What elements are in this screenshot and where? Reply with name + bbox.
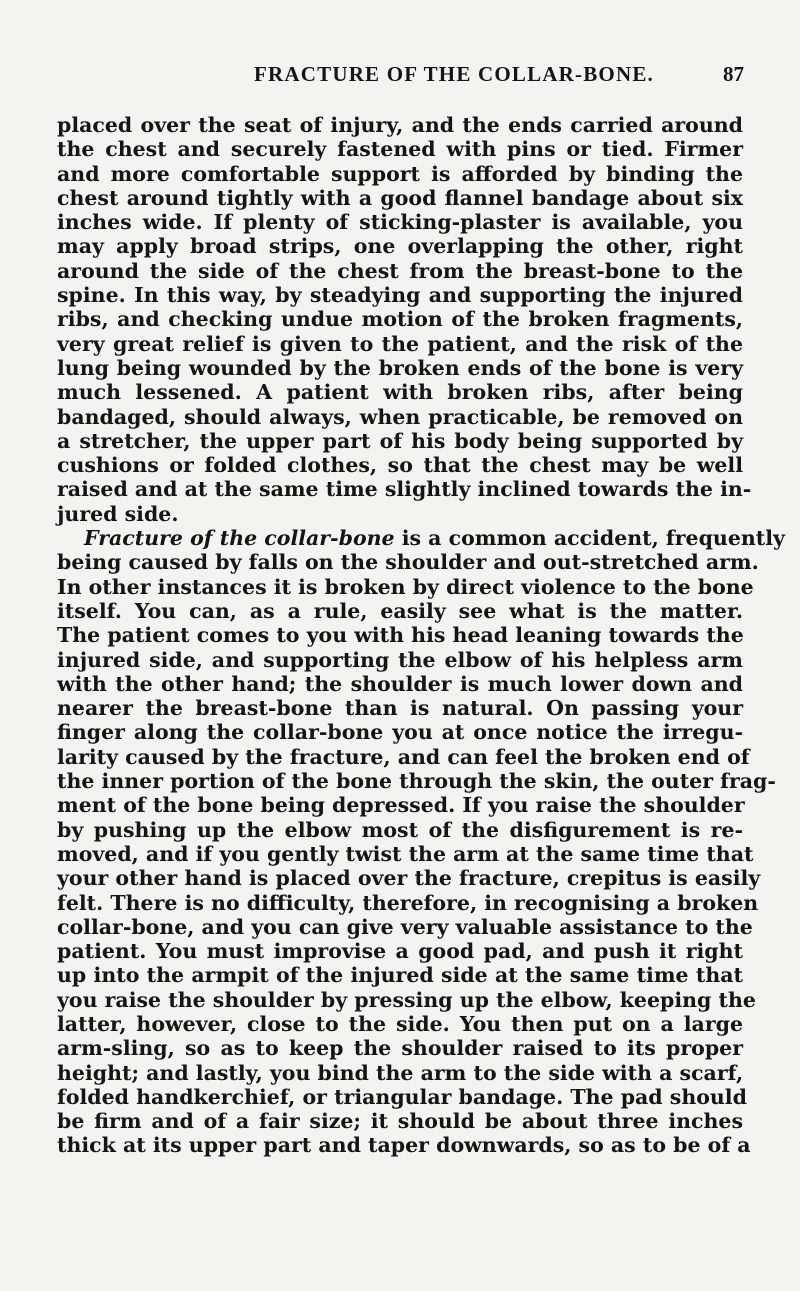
text-line: height; and lastly, you bind the arm to the side with a scarf, — [57, 1060, 744, 1085]
text-line: latter, however, close to the side. You then put on a large — [57, 1011, 743, 1036]
text-line: the inner portion of the bone through the skin, the outer frag- — [57, 769, 776, 794]
text-line: spine. In this way, by steadying and supporting the injured — [57, 283, 743, 308]
text-line: lung being wounded by the broken ends of the bone is very — [57, 355, 743, 380]
text-line: bandaged, should always, when practicable, be removed on — [57, 404, 743, 429]
text-line: up into the armpit of the injured side at the same time that — [57, 963, 743, 988]
text-line: injured side, and supporting the elbow of his helpless arm — [57, 647, 743, 672]
text-line: by pushing up the elbow most of the disfigurement is re- — [57, 817, 743, 842]
text-line: be firm and of a fair size; it should be about three inches — [57, 1109, 743, 1134]
text-run: is a common accident, frequently — [394, 526, 785, 551]
running-head — [0, 62, 800, 92]
paragraph-collar-bone-fracture — [57, 526, 785, 1158]
text-line: may apply broad strips, one overlapping the other, right — [57, 234, 743, 259]
text-line: and more comfortable support is afforded by binding the — [57, 161, 743, 186]
text-line: much lessened. A patient with broken ribs, after being — [57, 380, 743, 405]
text-line: itself. You can, as a rule, easily see what is the matter. — [57, 598, 743, 623]
text-line: a stretcher, the upper part of his body being supported by — [57, 428, 743, 453]
paragraph-ribs-bandaging — [57, 113, 752, 526]
text-line — [57, 526, 785, 551]
text-line: around the side of the chest from the breast-bone to the — [57, 258, 743, 283]
text-line: with the other hand; the shoulder is much lower down and — [57, 671, 743, 696]
text-line: raised and at the same time slightly inclined towards the in- — [57, 477, 752, 502]
text-line: moved, and if you gently twist the arm at the same time that — [57, 841, 754, 866]
text-line: inches wide. If plenty of sticking-plaster is available, you — [57, 210, 743, 235]
text-line: placed over the seat of injury, and the ends carried around — [57, 113, 743, 137]
text-line: being caused by falls on the shoulder and out-stretched arm. — [57, 550, 759, 575]
text-line: you raise the shoulder by pressing up the elbow, keeping the — [57, 987, 756, 1012]
text-line: finger along the collar-bone you at once notice the irregu- — [57, 720, 743, 745]
section-heading-italic: Fracture of the collar-bone — [84, 526, 395, 551]
text-line: ribs, and checking undue motion of the broken fragments, — [57, 307, 743, 332]
text-line: felt. There is no difficulty, therefore, in recognising a broken — [57, 890, 759, 915]
text-line: collar-bone, and you can give very valuable assistance to the — [57, 914, 753, 939]
text-line: your other hand is placed over the fracture, crepitus is easily — [57, 866, 761, 891]
text-line: thick at its upper part and taper downwards, so as to be of a — [57, 1133, 751, 1158]
text-line: patient. You must improvise a good pad, and push it right — [57, 939, 743, 964]
page-number: 87 — [723, 62, 744, 86]
text-line: very great relief is given to the patient, and the risk of the — [57, 331, 743, 356]
text-line: chest around tightly with a good flannel bandage about six — [57, 185, 743, 210]
text-line: ment of the bone being depressed. If you raise the shoulder — [57, 793, 745, 818]
text-line: cushions or folded clothes, so that the chest may be well — [57, 453, 743, 478]
text-line: In other instances it is broken by direct violence to the bone — [57, 574, 754, 599]
text-line: folded handkerchief, or triangular bandage. The pad should — [57, 1084, 747, 1109]
text-line: larity caused by the fracture, and can feel the broken end of — [57, 744, 750, 769]
text-line: nearer the breast-bone than is natural. On passing your — [57, 696, 743, 721]
text-line: the chest and securely fastened with pins or tied. Firmer — [57, 137, 743, 162]
text-line: arm-sling, so as to keep the shoulder raised to its proper — [57, 1036, 743, 1061]
text-line: jured side. — [57, 501, 179, 526]
running-title: FRACTURE OF THE COLLAR-BONE. — [254, 62, 654, 86]
text-line: The patient comes to you with his head leaning towards the — [57, 623, 744, 648]
body-text — [57, 113, 785, 1158]
